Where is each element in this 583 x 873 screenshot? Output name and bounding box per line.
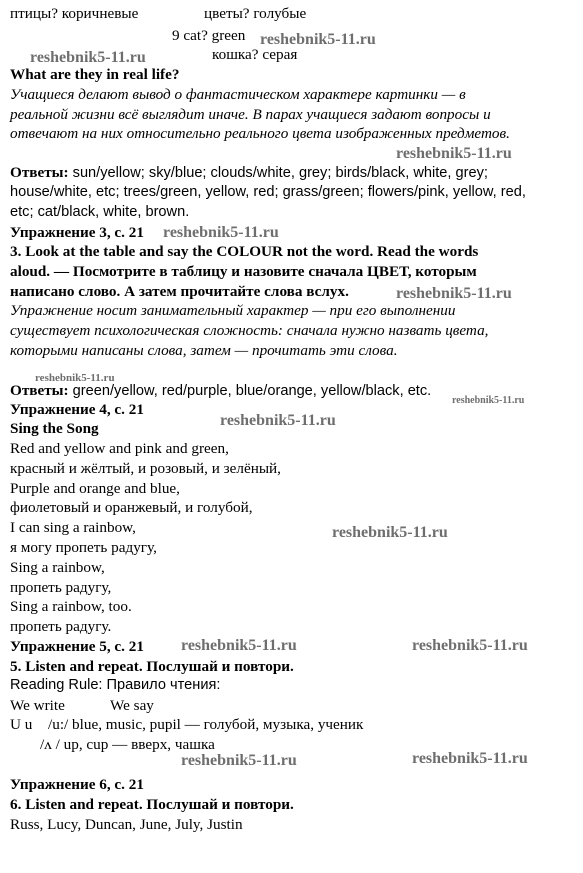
ex2-note-line: отвечают на них относительно реального цвета изображенных предметов. [10, 125, 510, 142]
ex2-note-line: Учащиеся делают вывод о фантастическом характере картинки — в [10, 86, 466, 103]
ex2-note-line: реальной жизни всё выглядит иначе. В парах учащиеся задают вопросы и [10, 106, 491, 123]
song-line: Sing a rainbow, too. [10, 598, 132, 615]
answers-label: Ответы: [10, 164, 69, 181]
song-line: Purple and orange and blue, [10, 480, 180, 497]
song-line: фиолетовый и оранжевый, и голубой, [10, 499, 253, 516]
ex3-task-line: aloud. — Посмотрите в таблицу и назовите сначала ЦВЕТ, которым [10, 263, 477, 280]
watermark: reshebnik5-11.ru [35, 372, 115, 384]
song-line: Sing a rainbow, [10, 559, 105, 576]
letter-uu: U u [10, 716, 33, 733]
answers-text: sun/yellow; sky/blue; clouds/white, grey; birds/black, white, grey; [68, 165, 488, 181]
ex2-answers-line: etc; cat/black, white, brown. [10, 204, 190, 220]
ex3-note-line: существует психологическая сложность: сначала нужно назвать цвета, [10, 322, 489, 339]
ex2-answers-line [10, 163, 488, 183]
reading-rule: Reading Rule: Правило чтения: [10, 677, 221, 693]
ex3-title: Упражнение 3, с. 21 [10, 224, 144, 241]
flowers-answer: цветы? голубые [204, 5, 307, 22]
answers-text: green/yellow, red/purple, blue/orange, yellow/black, etc. [68, 383, 432, 399]
item-9: 9 cat? green [172, 27, 246, 44]
ex2-answers-line: house/white, etc; trees/green, yellow, red; grass/green; flowers/pink, yellow, red, [10, 184, 526, 200]
watermark: reshebnik5-11.ru [30, 49, 146, 66]
song-line: пропеть радугу, [10, 579, 112, 596]
ex5-task: 5. Listen and repeat. Послушай и повтори. [10, 658, 294, 675]
song-line: I can sing a rainbow, [10, 519, 136, 536]
ex3-answers-line [10, 381, 431, 401]
watermark: reshebnik5-11.ru [396, 145, 512, 162]
watermark: reshebnik5-11.ru [181, 637, 297, 654]
song-line: красный и жёлтый, и розовый, и зелёный, [10, 460, 281, 477]
ex6-task: 6. Listen and repeat. Послушай и повтори. [10, 796, 294, 813]
watermark: reshebnik5-11.ru [260, 31, 376, 48]
ex3-task-line: написано слово. А затем прочитайте слова вслух. [10, 283, 349, 300]
cat-answer: кошка? серая [212, 46, 298, 63]
watermark: reshebnik5-11.ru [332, 524, 448, 541]
watermark: reshebnik5-11.ru [412, 750, 528, 767]
watermark: reshebnik5-11.ru [412, 637, 528, 654]
ex3-task-line: 3. Look at the table and say the COLOUR not the word. Read the words [10, 243, 479, 260]
watermark: reshebnik5-11.ru [452, 395, 525, 406]
answers-label: Ответы: [10, 382, 69, 399]
rule-line-2: /ʌ / up, cup — вверх, чашка [40, 736, 215, 753]
ex3-note-line: Упражнение носит занимательный характер — при его выполнении [10, 302, 456, 319]
watermark: reshebnik5-11.ru [396, 285, 512, 302]
names-list: Russ, Lucy, Duncan, June, July, Justin [10, 816, 243, 833]
birds-answer: птицы? коричневые [10, 5, 139, 22]
ex4-subtitle: Sing the Song [10, 420, 99, 437]
ex4-title: Упражнение 4, с. 21 [10, 401, 144, 418]
watermark: reshebnik5-11.ru [163, 224, 279, 241]
we-write: We write [10, 697, 65, 714]
ex6-title: Упражнение 6, с. 21 [10, 776, 144, 793]
rule-line-1: /u:/ blue, music, pupil — голубой, музыка, ученик [48, 716, 364, 733]
ex2-heading: What are they in real life? [10, 66, 180, 83]
song-line: Red and yellow and pink and green, [10, 440, 229, 457]
watermark: reshebnik5-11.ru [181, 752, 297, 769]
ex5-title: Упражнение 5, с. 21 [10, 638, 144, 655]
song-line: я могу пропеть радугу, [10, 539, 157, 556]
watermark: reshebnik5-11.ru [220, 412, 336, 429]
we-say: We say [110, 697, 154, 714]
ex3-note-line: которыми написаны слова, затем — прочитать эти слова. [10, 342, 398, 359]
song-line: пропеть радугу. [10, 618, 112, 635]
